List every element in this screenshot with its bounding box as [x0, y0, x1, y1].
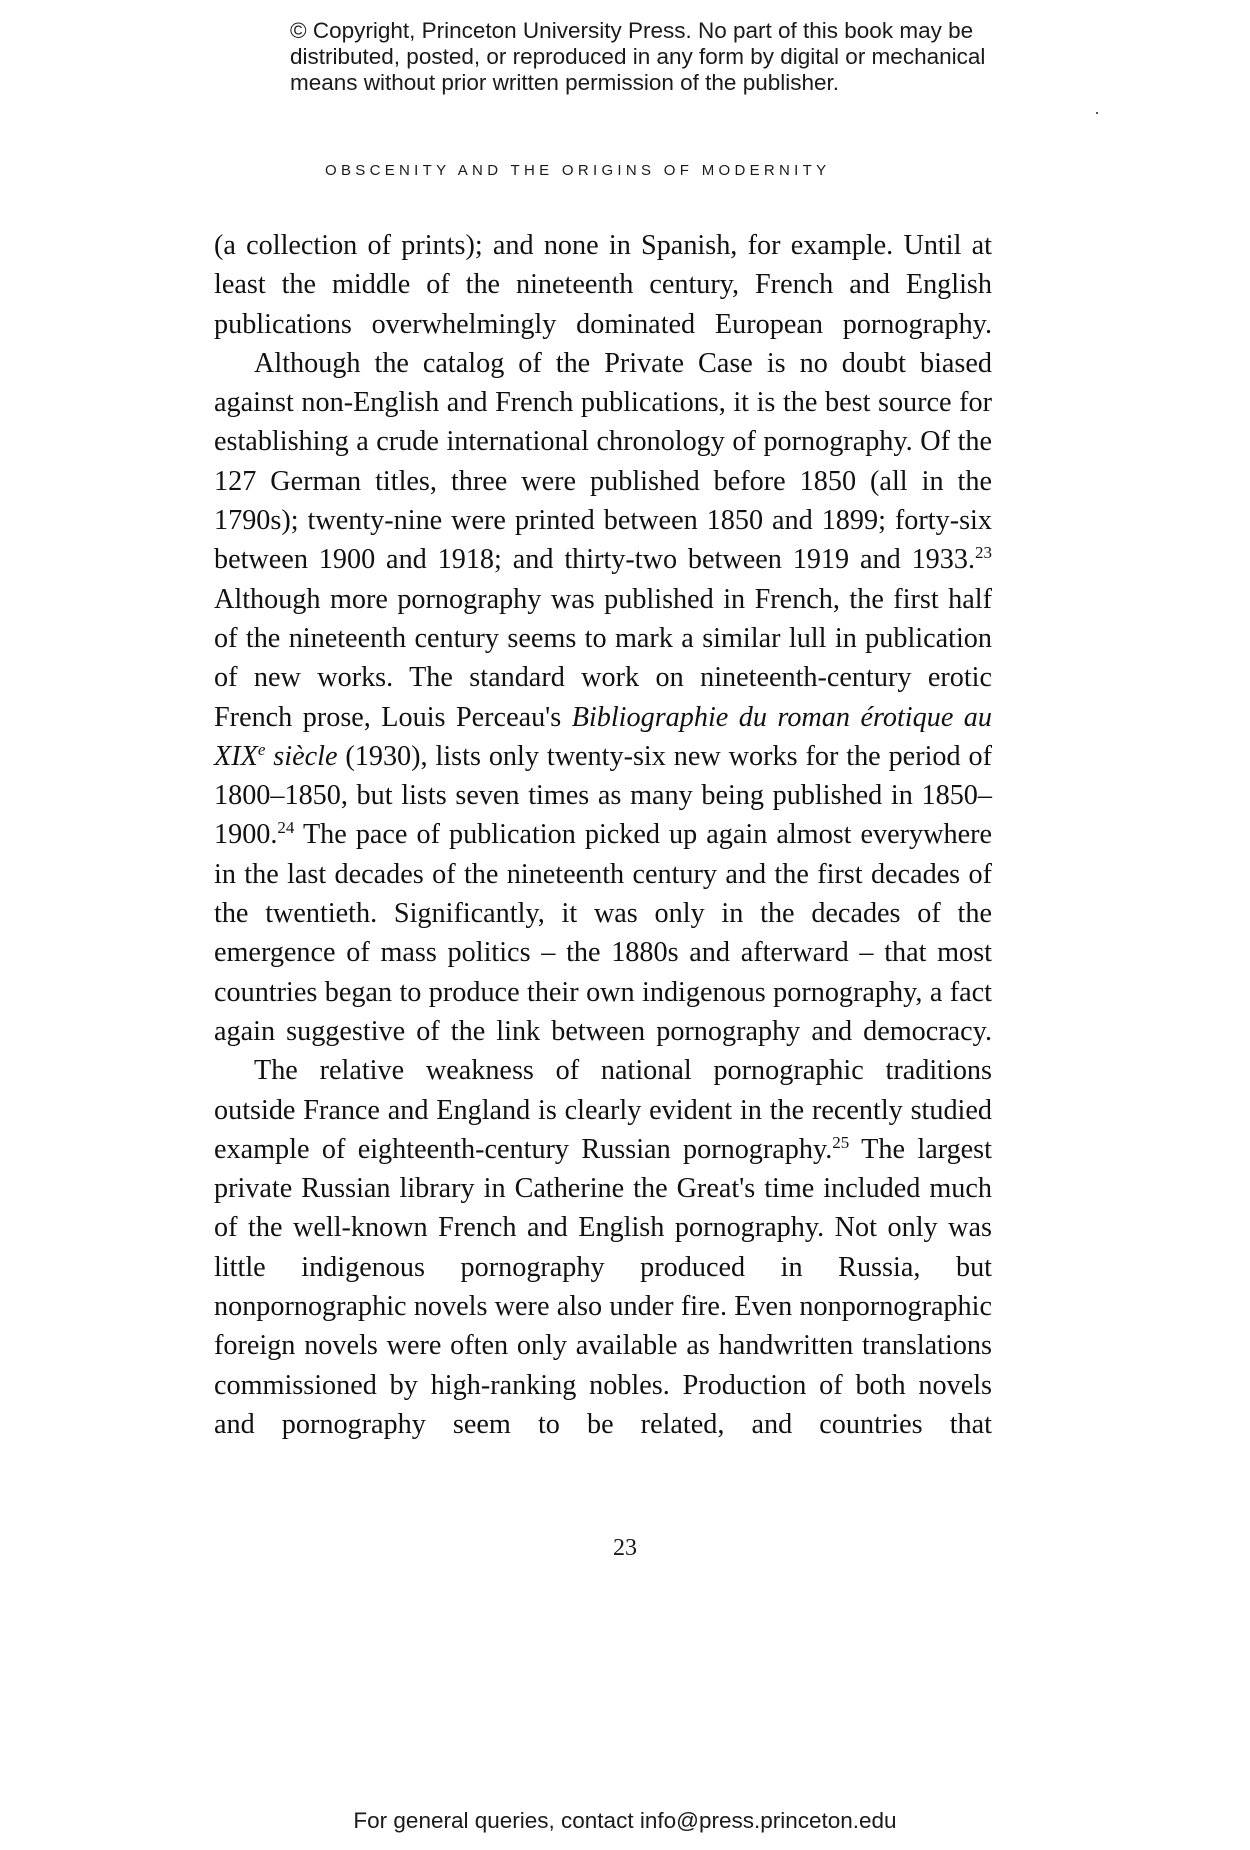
paragraph-text: The relative weakness of national pornographic traditions outside France and England is clearly evident in the recently studied example of eighteenth-century Russian pornography.: [214, 1055, 992, 1165]
copyright-line: © Copyright, Princeton University Press. No part of this book may be: [290, 18, 974, 43]
paragraph-3: [214, 1051, 992, 1444]
running-head: OBSCENITY AND THE ORIGINS OF MODERNITY: [325, 162, 831, 179]
paragraph-text: Although the catalog of the Private Case is no doubt biased against non-English and French publications, it is the best source for establishing a crude international chronology of pornography. Of the 127 German titles, three were published before 1850 (all in the 1790s); twenty-nine were printed between 1850 and 1899; forty-six between 1900 and 1918; and thirty-two between 1919 and 1933.: [214, 347, 992, 576]
paragraph-text: (1930), lists only twenty-six new works for the period of 1800–1850, but lists seven times as many being published in 1850–1900.: [214, 740, 992, 851]
paragraph-text: The pace of publication picked up again almost everywhere in the last decades of the nineteenth century and the first decades of the twentieth. Significantly, it was only in the decades of the emergence of mass politics – the 1880s and afterward – that most countries began to produce their own indigenous pornography, a fact again suggestive of the link between pornography and democracy.: [214, 819, 992, 1047]
footer-contact: For general queries, contact info@press.princeton.edu: [353, 1808, 897, 1833]
footnote-marker: 23: [975, 543, 992, 563]
book-title: Bibliographie du roman érotique au XIXe siècle: [214, 701, 992, 772]
paragraph-text: (a collection of prints); and none in Spanish, for example. Until at least the middle of the nineteenth century, French and English publications overwhelmingly dominated European pornography.: [214, 230, 992, 340]
paragraph-2: [214, 344, 992, 1051]
scan-speck: [1096, 112, 1098, 114]
copyright-line: means without prior written permission of the publisher.: [290, 70, 840, 95]
footnote-marker: 24: [277, 818, 295, 838]
copyright-line: distributed, posted, or reproduced in any form by digital or mechanical: [290, 44, 986, 69]
page-number: 23: [613, 1535, 637, 1561]
century-superscript: e: [257, 739, 266, 759]
body-text: [214, 226, 992, 1444]
copyright-notice: [290, 18, 1050, 96]
paragraph-text: Although more pornography was published in French, the first half of the nineteenth century seems to mark a similar lull in publication of new works. The standard work on nineteenth-century erotic French prose, Louis Perceau's: [214, 583, 992, 733]
footnote-marker: 25: [832, 1132, 850, 1152]
paragraph-text: The largest private Russian library in Catherine the Great's time included much of the well-known French and English pornography. Not only was little indigenous pornography produced in Russia, but nonpornographic novels were also under fire. Even nonpornographic foreign novels were often only available as handwritten translations commissioned by high-ranking nobles. Production of both novels and pornography seem to be related, and countries that: [214, 1133, 992, 1440]
paragraph-1: [214, 226, 992, 344]
